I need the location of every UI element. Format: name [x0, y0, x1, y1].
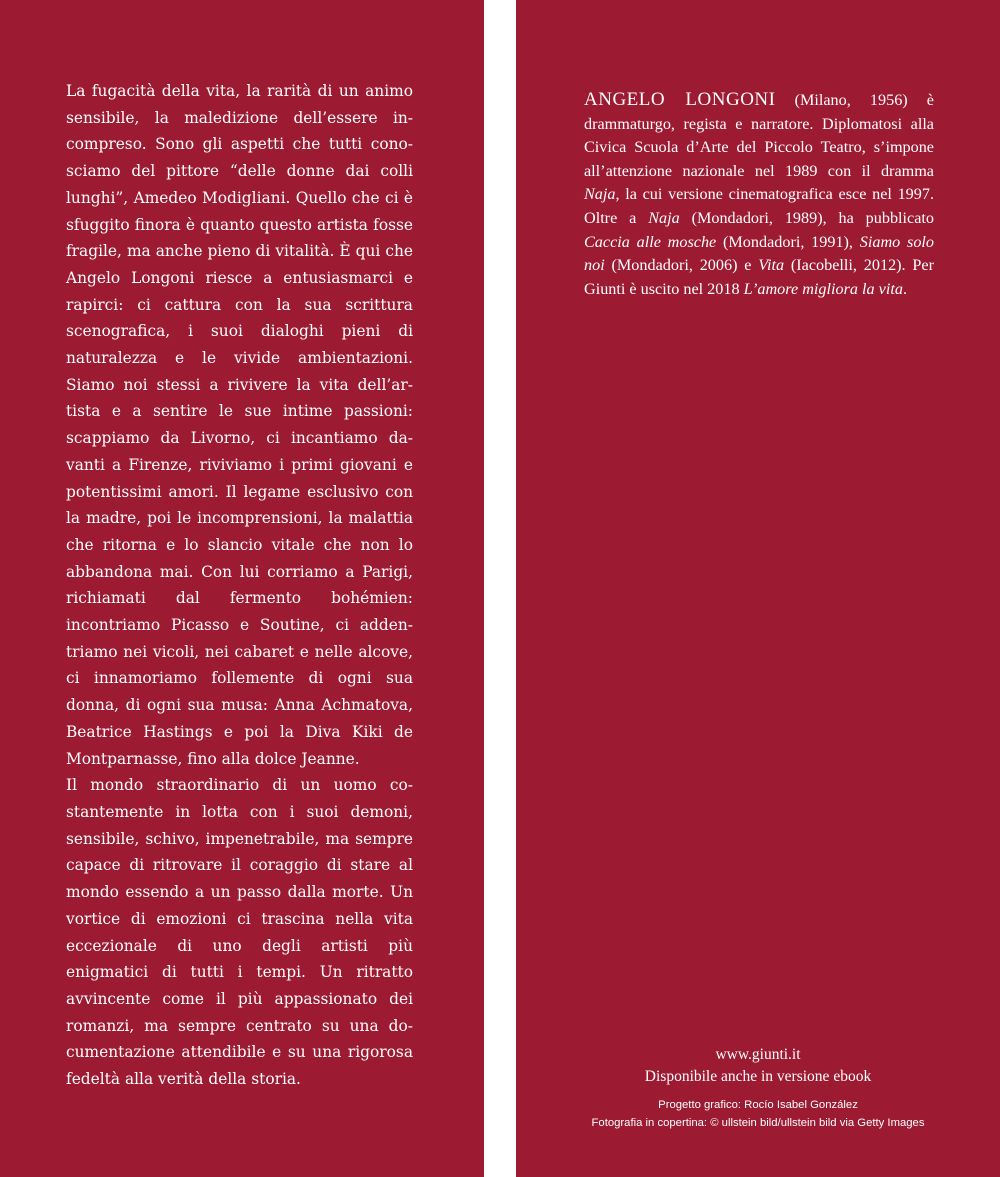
author-name: ANGELO LONGONI [584, 89, 776, 110]
bio-title-siamo-solo-noi: Siamo solo noi [584, 232, 934, 275]
bio-text: (Mondadori, 2006) e [604, 256, 759, 275]
bio-title-naja: Naja [584, 185, 616, 204]
synopsis-paragraph-2: Il mondo straordinario di un uomo costantemente in lotta con i suoi demoni, sensibile, schivo, impenetrabile, ma sempre capace di ritrovare il coraggio di stare al mondo essendo a un passo dalla morte. Un vortice di emozioni ci trascina nella vita eccezionale di uno degli artisti più enigmatici di tutti i tempi. Un ritratto avvincente come il più appassionato dei romanzi, ma sempre centrato su una documentazione attendibile e su una rigorosa fedeltà alla verità della storia. [66, 776, 413, 1089]
publisher-info [516, 1044, 1000, 1087]
synopsis-text [66, 78, 413, 1093]
bio-text: (Mondadori, 1989), ha pubblicato [679, 208, 934, 227]
synopsis-paragraph-1: La fugacità della vita, la rarità di un animo sensibile, la maledizione dell’essere incompreso. Sono gli aspetti che tutti conosciamo del pittore “delle donne dai colli lunghi”, Amedeo Modigliani. Quello che ci è sfuggito finora è quanto questo artista fosse fragile, ma anche pieno di vitalità. È qui che Angelo Longoni riesce a entusiasmarci e rapirci: ci cattura con la sua scrittura scenografica, i suoi dialoghi pieni di naturalezza e le vivide ambientazioni. Siamo noi stessi a rivivere la vita dell’artista e a sentire le sue intime passioni: scappiamo da Livorno, ci incantiamo davanti a Firenze, riviviamo i primi giovani e potentissimi amori. Il legame esclusivo con la madre, poi le incomprensioni, la malattia che ritorna e lo slancio vitale che non lo abbandona mai. Con lui corriamo a Parigi, richiamati dal fermento bohémien: incontriamo Picasso e Soutine, ci addentriamo nei vicoli, nei cabaret e nelle alcove, ci innamoriamo follemente di ogni sua donna, di ogni sua musa: Anna Achmatova, Beatrice Hastings e poi la Diva Kiki de Montparnasse, fino alla dolce Jeanne. [66, 82, 413, 768]
credit-cover-photo: Fotografia in copertina: © ullstein bild/ullstein bild via Getty Images [591, 1117, 925, 1130]
bio-title-vita: Vita [758, 256, 785, 275]
back-cover-left-panel [0, 0, 484, 1177]
bio-title-lamore-migliora-la-vita: L’amore migliora la vita [743, 279, 903, 298]
bio-text: (Iacobelli, 2012). Per Giunti è uscito nel 2018 [584, 256, 934, 298]
publisher-website: www.giunti.it [715, 1046, 801, 1063]
credit-graphic-design: Progetto grafico: Rocío Isabel González [658, 1099, 858, 1111]
author-bio [584, 88, 934, 301]
bio-title-caccia-alle-mosche: Caccia alle mosche [584, 232, 717, 251]
bio-text: . [902, 279, 907, 298]
bio-title-naja: Naja [648, 208, 680, 227]
ebook-availability: Disponibile anche in versione ebook [644, 1067, 872, 1085]
bio-text: (Mondadori, 1991), [716, 232, 860, 251]
credits [516, 1096, 1000, 1133]
bio-text: , la cui versione cinematografica esce nel 1997. Oltre a [584, 185, 934, 227]
back-cover-right-panel [516, 0, 1000, 1177]
bio-text: (Milano, 1956) è drammaturgo, regista e narratore. Diplomatosi alla Civica Scuola d’Arte del Piccolo Teatro, s’impone all’attenzione nazionale nel 1989 con il dramma [584, 91, 934, 180]
